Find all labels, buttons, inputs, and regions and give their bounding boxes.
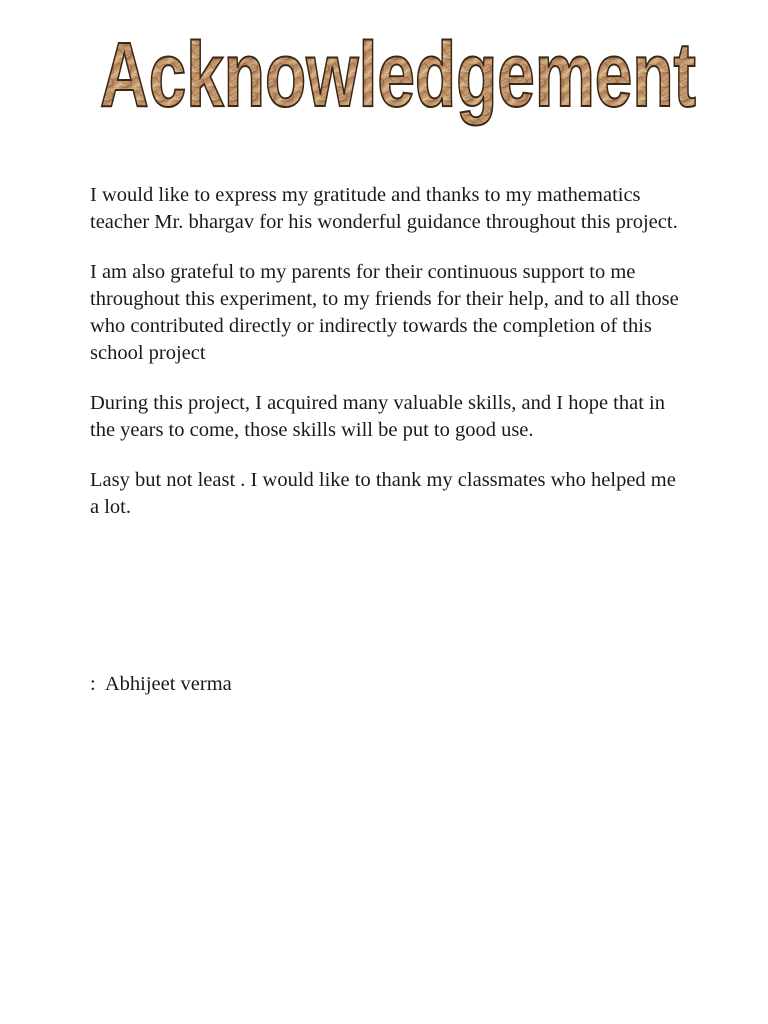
signature-line (90, 671, 232, 698)
signature-name: Abhijeet verma (104, 673, 232, 695)
title-text: Acknowledgement (100, 24, 696, 126)
paragraph-guidance: I would like to express my gratitude and thanks to my mathematics teacher Mr. bhargav for his wonderful guidance throughout this project. (90, 184, 678, 233)
paragraph-classmates: Lasy but not least . I would like to thank my classmates who helped me a lot. (90, 469, 676, 518)
signature-prefix: : (90, 673, 105, 695)
paragraph-support: I am also grateful to my parents for their continuous support to me throughout this experiment, to my friends for their help, and to all those who contributed directly or indirectly towards the completion of this school project (90, 261, 679, 364)
paragraph-skills: During this project, I acquired many valuable skills, and I hope that in the years to come, those skills will be put to good use. (90, 392, 665, 441)
acknowledgement-body (90, 182, 690, 544)
title-wordart-svg (96, 18, 700, 140)
title-wordart (96, 18, 700, 140)
